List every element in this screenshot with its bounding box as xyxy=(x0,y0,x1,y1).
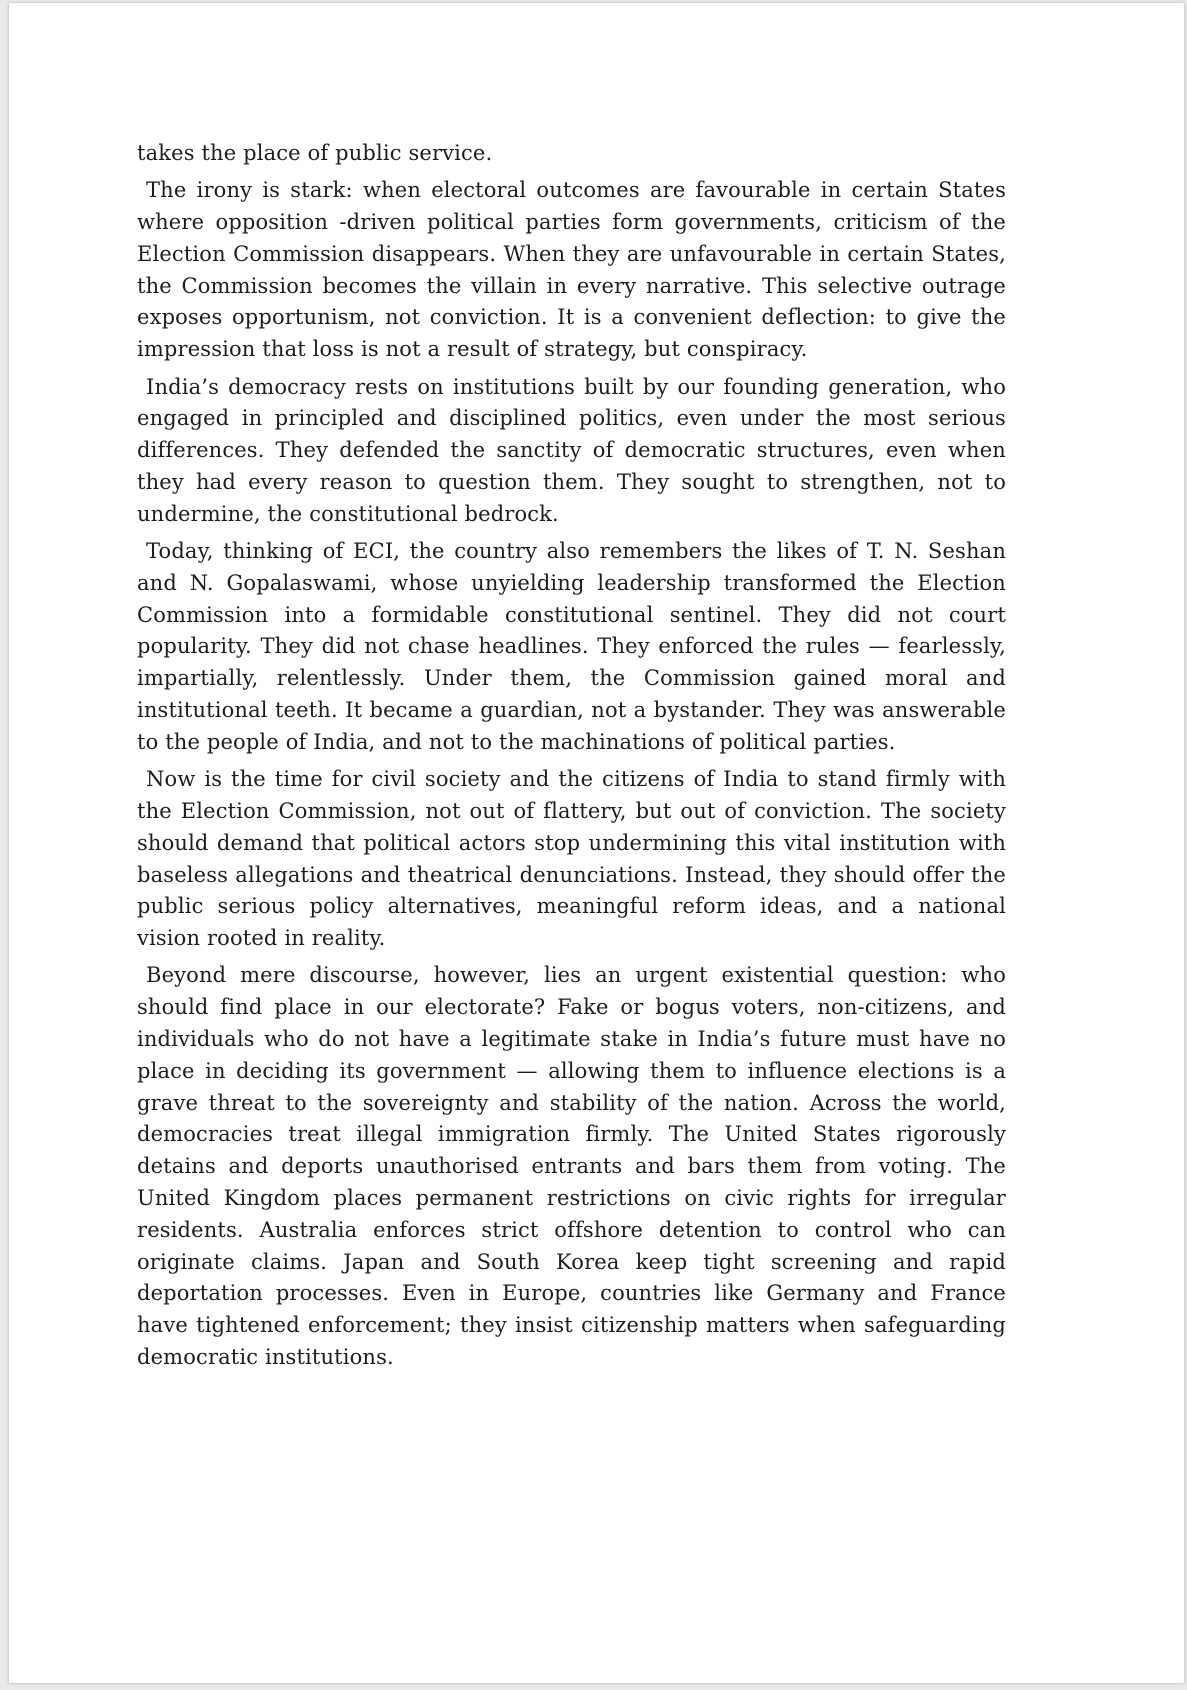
article-body xyxy=(137,138,1006,1379)
paragraph-seshan-gopalaswami: Today, thinking of ECI, the country also remembers the likes of T. N. Seshan and N. Gopalaswami, whose unyielding leadership transformed the Election Commission into a formidable constitutional sentinel. They did not court popularity. They did not chase headlines. They enforced the rules — fearlessly, impartially, relentlessly. Under them, the Commission gained moral and institutional teeth. It became a guardian, not a bystander. They was answerable to the people of India, and not to the machinations of political parties. xyxy=(137,539,1006,754)
paragraph-continuation: takes the place of public service. xyxy=(137,141,493,165)
paragraph-civil-society: Now is the time for civil society and the citizens of India to stand firmly with the Election Commission, not out of flattery, but out of conviction. The society should demand that political actors stop undermining this vital institution with baseless allegations and theatrical denunciations. Instead, they should offer the public serious policy alternatives, meaningful reform ideas, and a national vision rooted in reality. xyxy=(137,767,1006,951)
paragraph-founding-generation: India’s democracy rests on institutions built by our founding generation, who engaged in principled and disciplined politics, even under the most serious differences. They defended the sanctity of democratic structures, even when they had every reason to question them. They sought to strengthen, not to undermine, the constitutional bedrock. xyxy=(137,374,1006,526)
paragraph-electorate: Beyond mere discourse, however, lies an urgent existential question: who should find place in our electorate? Fake or bogus voters, non-citizens, and individuals who do not have a legitimate stake in India’s future must have no place in deciding its government — allowing them to influence elections is a grave threat to the sovereignty and stability of the nation. Across the world, democracies treat illegal immigration firmly. The United States rigorously detains and deports unauthorised entrants and bars them from voting. The United Kingdom places permanent restrictions on civic rights for irregular residents. Australia enforces strict offshore detention to control who can originate claims. Japan and South Korea keep tight screening and rapid deportation processes. Even in Europe, countries like Germany and France have tightened enforcement; they insist citizenship matters when safeguarding democratic institutions. xyxy=(137,963,1006,1369)
paragraph-irony: The irony is stark: when electoral outcomes are favourable in certain States where opposition -driven political parties form governments, criticism of the Election Commission disappears. When they are unfavourable in certain States, the Commission becomes the villain in every narrative. This selective outrage exposes opportunism, not conviction. It is a convenient deflection: to give the impression that loss is not a result of strategy, but conspiracy. xyxy=(137,178,1006,362)
document-page xyxy=(9,3,1184,1683)
